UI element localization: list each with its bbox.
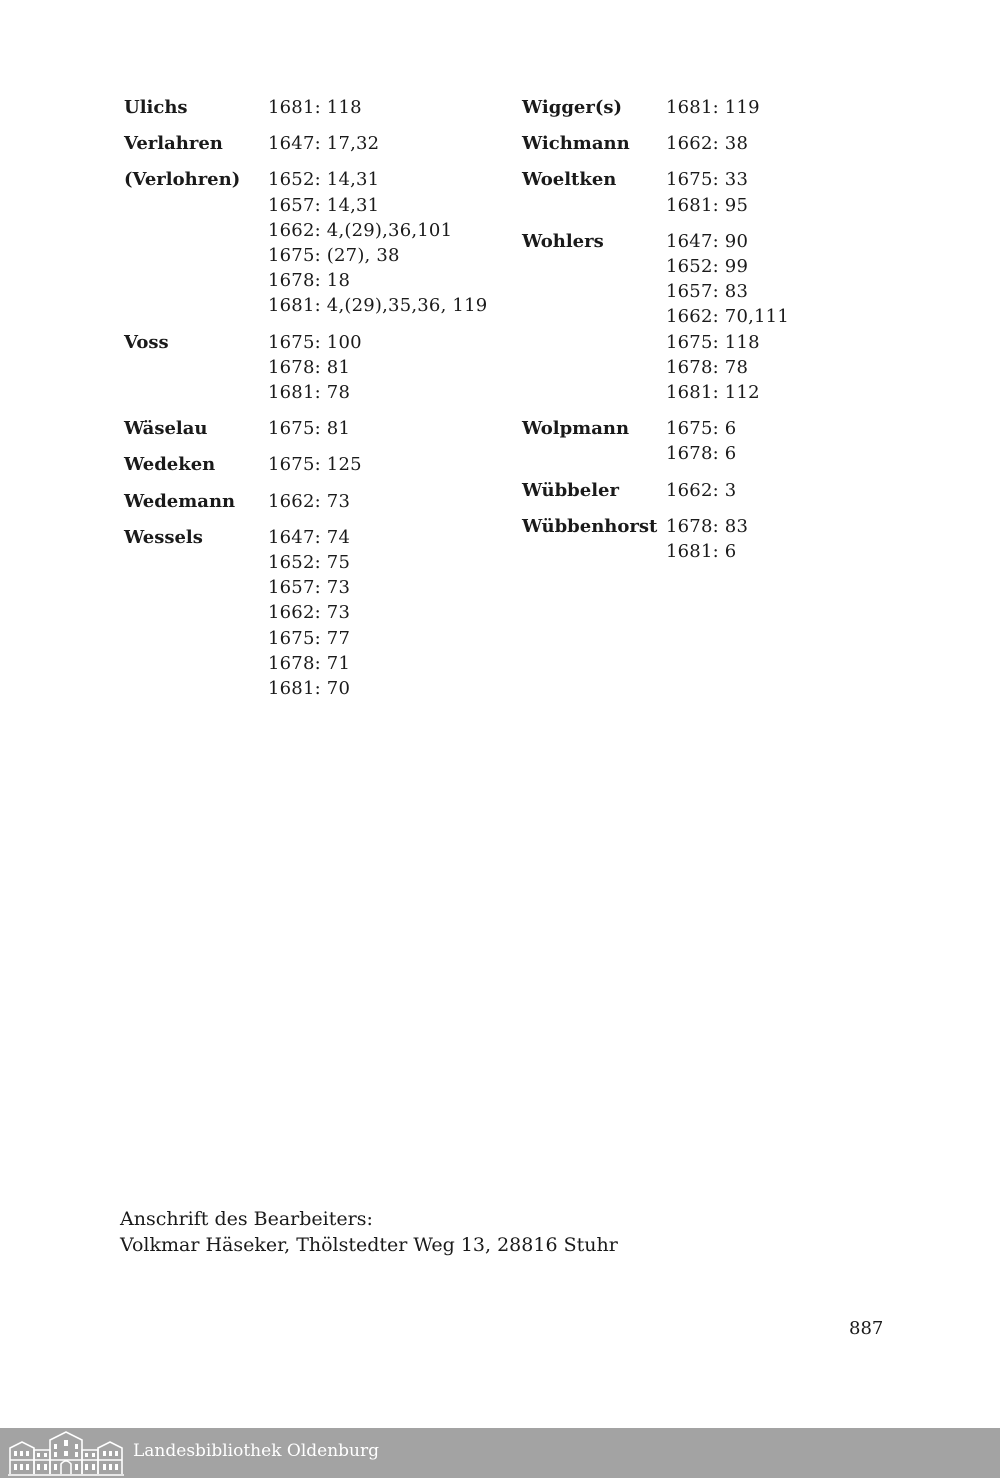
year-page-reference: 1675: 125 <box>268 454 362 476</box>
index-entry <box>522 416 789 466</box>
year-page-references <box>268 525 350 701</box>
surname: Wedeken <box>124 454 216 476</box>
year-page-reference: 1681: 112 <box>666 382 760 404</box>
year-page-reference: 1652: 75 <box>268 552 351 574</box>
surname: Wedemann <box>124 490 236 512</box>
year-page-references <box>268 452 362 477</box>
editor-address <box>120 1206 618 1258</box>
surname: Wäselau <box>124 418 208 440</box>
year-page-reference: 1647: 17,32 <box>268 133 380 155</box>
year-page-references <box>666 131 748 156</box>
year-page-references <box>666 167 748 217</box>
year-page-references <box>268 330 362 406</box>
year-page-reference: 1652: 99 <box>666 256 749 278</box>
year-page-reference: 1681: 70 <box>268 678 351 700</box>
surname: Ulichs <box>124 97 188 118</box>
year-page-reference: 1662: 4,(29),36,101 <box>268 219 453 241</box>
year-page-reference: 1662: 3 <box>666 479 737 501</box>
year-page-reference: 1675: 81 <box>268 418 351 440</box>
year-page-reference: 1652: 14,31 <box>268 169 380 191</box>
index-entry <box>522 478 789 503</box>
year-page-references <box>666 478 736 503</box>
index-entry <box>124 525 487 701</box>
year-page-reference: 1647: 90 <box>666 230 749 252</box>
index-entry <box>124 489 487 514</box>
surname: Wohlers <box>522 230 604 252</box>
year-page-reference: 1678: 71 <box>268 652 351 674</box>
year-page-references <box>268 489 350 514</box>
surname: Voss <box>124 331 169 353</box>
year-page-references <box>666 416 736 466</box>
year-page-reference: 1662: 38 <box>666 133 749 155</box>
surname: Verlahren <box>124 133 223 155</box>
index-column-right <box>522 95 789 575</box>
address-heading: Anschrift des Bearbeiters: <box>120 1208 373 1230</box>
surname: (Verlohren) <box>124 169 241 191</box>
year-page-reference: 1681: 4,(29),35,36, 119 <box>268 295 488 317</box>
index-entry <box>124 416 487 441</box>
year-page-reference: 1675: 6 <box>666 418 737 440</box>
year-page-references <box>666 229 789 405</box>
surname: Wübbeler <box>522 479 619 501</box>
surname: Woeltken <box>522 169 617 191</box>
year-page-reference: 1675: (27), 38 <box>268 245 400 267</box>
year-page-reference: 1681: 78 <box>268 382 351 404</box>
year-page-reference: 1678: 83 <box>666 515 749 537</box>
address-line: Volkmar Häseker, Thölstedter Weg 13, 28816 Stuhr <box>120 1234 618 1256</box>
year-page-references <box>268 416 350 441</box>
year-page-reference: 1678: 18 <box>268 270 351 292</box>
index-entry <box>522 229 789 405</box>
index-entry <box>522 514 789 564</box>
library-building-icon <box>8 1430 124 1476</box>
year-page-references <box>666 95 760 120</box>
library-name: Landesbibliothek Oldenburg <box>133 1441 380 1461</box>
year-page-reference: 1678: 6 <box>666 443 737 465</box>
library-footer-bar <box>0 1428 1000 1478</box>
year-page-reference: 1681: 118 <box>268 97 362 118</box>
year-page-reference: 1657: 14,31 <box>268 194 380 216</box>
page-number: 887 <box>849 1318 884 1339</box>
year-page-reference: 1678: 81 <box>268 356 351 378</box>
year-page-reference: 1662: 70,111 <box>666 306 789 328</box>
index-entry <box>124 131 487 156</box>
year-page-reference: 1675: 100 <box>268 331 362 353</box>
year-page-references <box>268 95 362 120</box>
index-entry <box>124 452 487 477</box>
year-page-reference: 1657: 83 <box>666 281 749 303</box>
year-page-reference: 1681: 119 <box>666 97 760 118</box>
index-column-left <box>124 95 487 712</box>
surname: Wübbenhorst <box>522 515 658 537</box>
index-entry <box>522 131 789 156</box>
year-page-reference: 1681: 95 <box>666 194 749 216</box>
year-page-reference: 1657: 73 <box>268 577 351 599</box>
index-entry <box>124 167 487 318</box>
index-entry <box>124 330 487 406</box>
year-page-references <box>268 131 379 156</box>
year-page-reference: 1681: 6 <box>666 541 737 563</box>
index-entry <box>522 95 789 120</box>
year-page-references <box>268 167 487 318</box>
surname: Wessels <box>124 526 203 548</box>
year-page-reference: 1647: 74 <box>268 526 351 548</box>
year-page-reference: 1675: 33 <box>666 169 749 191</box>
year-page-reference: 1678: 78 <box>666 356 749 378</box>
surname: Wigger(s) <box>522 97 623 118</box>
year-page-reference: 1662: 73 <box>268 602 351 624</box>
surname: Wolpmann <box>522 418 630 440</box>
year-page-reference: 1675: 118 <box>666 331 760 353</box>
year-page-references <box>666 514 748 564</box>
surname: Wichmann <box>522 133 630 155</box>
index-entry <box>522 167 789 217</box>
year-page-reference: 1675: 77 <box>268 627 351 649</box>
index-entry <box>124 95 487 120</box>
year-page-reference: 1662: 73 <box>268 490 351 512</box>
